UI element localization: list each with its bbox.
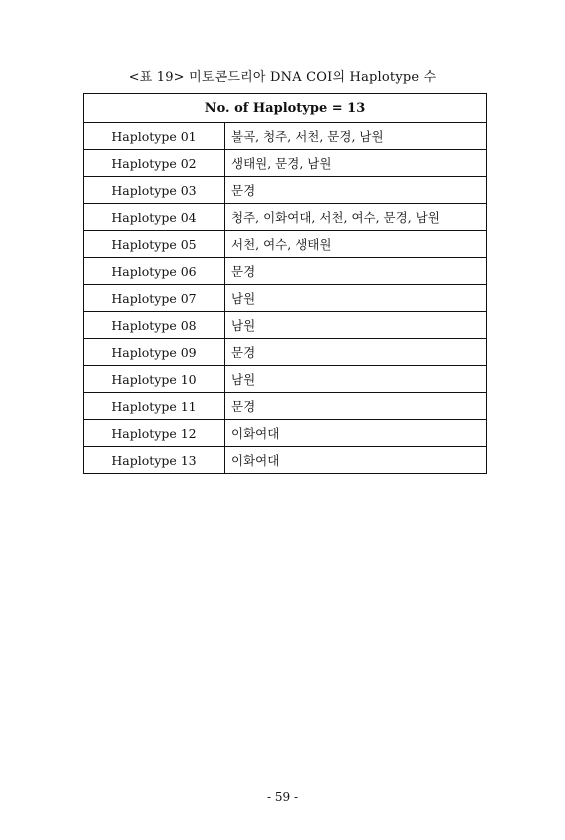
table-row	[84, 312, 487, 339]
location-list-cell: 남원	[225, 366, 487, 393]
table-row	[84, 204, 487, 231]
table-row	[84, 285, 487, 312]
location-list-cell: 서천, 여수, 생태원	[225, 231, 487, 258]
table-header-row	[84, 94, 487, 123]
location-list-cell: 문경	[225, 339, 487, 366]
table-caption: <표 19> 미토콘드리아 DNA COI의 Haplotype 수	[128, 70, 437, 85]
table-row	[84, 339, 487, 366]
haplotype-name-cell: Haplotype 11	[84, 393, 225, 420]
location-list-cell: 남원	[225, 285, 487, 312]
table-row	[84, 366, 487, 393]
haplotype-name-cell: Haplotype 06	[84, 258, 225, 285]
haplotype-name-cell: Haplotype 10	[84, 366, 225, 393]
haplotype-name-cell: Haplotype 07	[84, 285, 225, 312]
table-row	[84, 447, 487, 474]
haplotype-name-cell: Haplotype 09	[84, 339, 225, 366]
location-list-cell: 남원	[225, 312, 487, 339]
location-list-cell: 문경	[225, 393, 487, 420]
table-row	[84, 393, 487, 420]
location-list-cell: 불곡, 청주, 서천, 문경, 남원	[225, 123, 487, 150]
table-row	[84, 420, 487, 447]
location-list-cell: 문경	[225, 177, 487, 204]
table-row	[84, 258, 487, 285]
haplotype-name-cell: Haplotype 04	[84, 204, 225, 231]
location-list-cell: 청주, 이화여대, 서천, 여수, 문경, 남원	[225, 204, 487, 231]
haplotype-name-cell: Haplotype 03	[84, 177, 225, 204]
location-list-cell: 이화여대	[225, 447, 487, 474]
location-list-cell: 문경	[225, 258, 487, 285]
haplotype-name-cell: Haplotype 01	[84, 123, 225, 150]
table-row	[84, 177, 487, 204]
table-row	[84, 231, 487, 258]
haplotype-table	[83, 93, 487, 474]
haplotype-name-cell: Haplotype 08	[84, 312, 225, 339]
haplotype-name-cell: Haplotype 12	[84, 420, 225, 447]
haplotype-name-cell: Haplotype 13	[84, 447, 225, 474]
table-row	[84, 150, 487, 177]
haplotype-count-header: No. of Haplotype = 13	[84, 94, 487, 123]
haplotype-name-cell: Haplotype 02	[84, 150, 225, 177]
page-number: - 59 -	[266, 790, 298, 804]
haplotype-name-cell: Haplotype 05	[84, 231, 225, 258]
table-row	[84, 123, 487, 150]
location-list-cell: 이화여대	[225, 420, 487, 447]
location-list-cell: 생태원, 문경, 남원	[225, 150, 487, 177]
